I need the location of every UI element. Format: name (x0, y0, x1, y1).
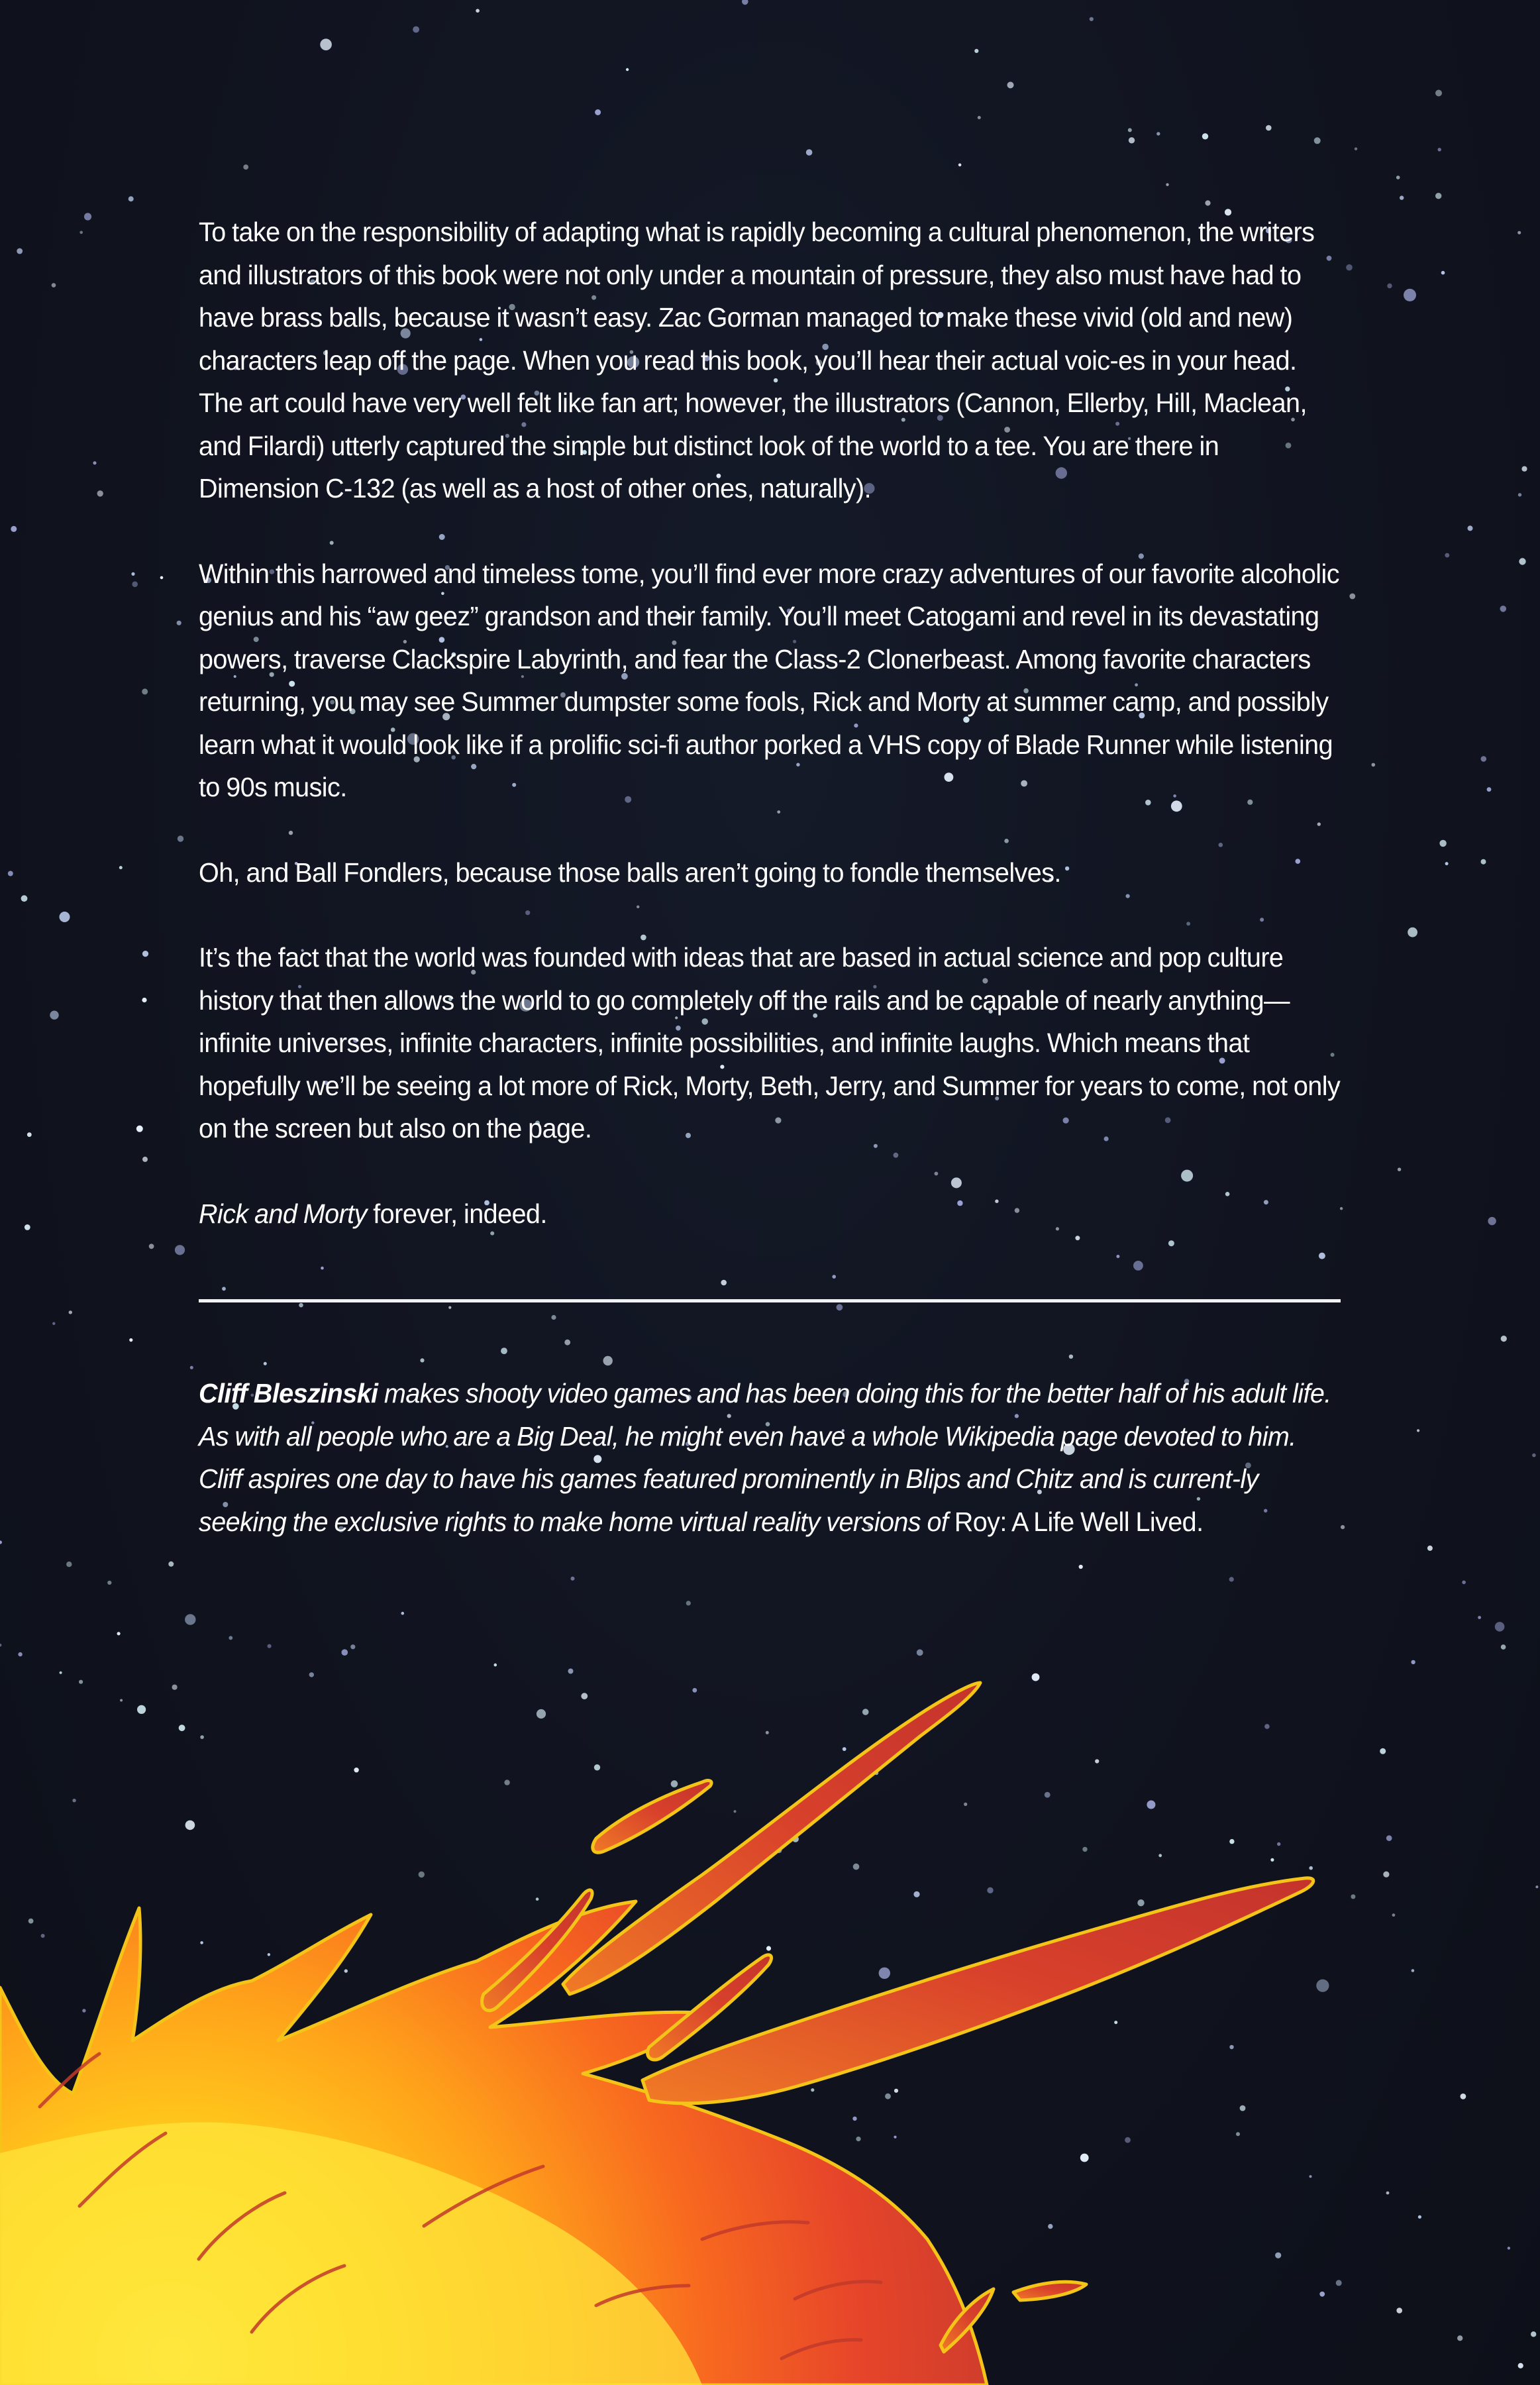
explosion-streak-2 (593, 1781, 711, 1853)
author-bio (199, 1372, 1343, 1543)
paragraph-5 (199, 1192, 1343, 1236)
paragraph-1: To take on the responsibility of adapting what is rapidly becoming a cultural phenomenon, the writers and illustrators of this book were not only under a mountain of pressure, they also must have had to have brass balls, because it wasn’t easy. Zac Gorman managed to make these vivid (old and new) characters leap off the page. When you read this book, you’ll hear their actual voic-es in your head. The art could have very well felt like fan art; however, the illustrators (Cannon, Ellerby, Hill, Maclean, and Filardi) utterly captured the simple but distinct look of the world to a tee. You are there in Dimension C-132 (as well as a host of other ones, naturally). (199, 217, 1315, 504)
paragraph-4: It’s the fact that the world was founded with ideas that are based in actual science and pop culture history that then allows the world to go completely off the rails and be capable of nearly anything—infinite universes, infinite characters, infinite possibilities, and infinite laughs. Which means that hopefully we’ll be seeing a lot more of Rick, Morty, Beth, Jerry, and Summer for years to come, not only on the screen but also on the page. (199, 942, 1341, 1143)
closing-text: forever, indeed. (366, 1198, 547, 1229)
paragraph-3: Oh, and Ball Fondlers, because those balls aren’t going to fondle themselves. (199, 857, 1061, 888)
show-title: Rick and Morty (199, 1198, 367, 1229)
paragraph-2: Within this harrowed and timeless tome, you’ll find ever more crazy adventures of our favorite alcoholic genius and his “aw geez” grandson and their family. You’ll meet Catogami and revel in its devastating powers, traverse Clackspire Labyrinth, and fear the Class-2 Clonerbeast. Among favorite characters returning, you may see Summer dumpster some fools, Rick and Morty at summer camp, and possibly learn what it would look like if a prolific sci-fi author porked a VHS copy of Blade Runner while listening to 90s music. (199, 558, 1339, 802)
article-body (199, 211, 1345, 1235)
author-bio-text: makes shooty video games and has been doing this for the better half of his adult life. As with all people who are a Big Deal, he might even have a whole Wikipedia page devoted to him. Cliff aspires one day to have his games featured prominently in Blips and Chitz and is current-ly seeking the exclusive rights to make home virtual reality versions of (199, 1378, 1331, 1537)
author-name: Cliff Bleszinski (199, 1378, 378, 1408)
explosion-streak-6 (1013, 2282, 1086, 2300)
game-title: Roy: A Life Well Lived. (954, 1506, 1204, 1537)
section-divider (199, 1299, 1341, 1302)
